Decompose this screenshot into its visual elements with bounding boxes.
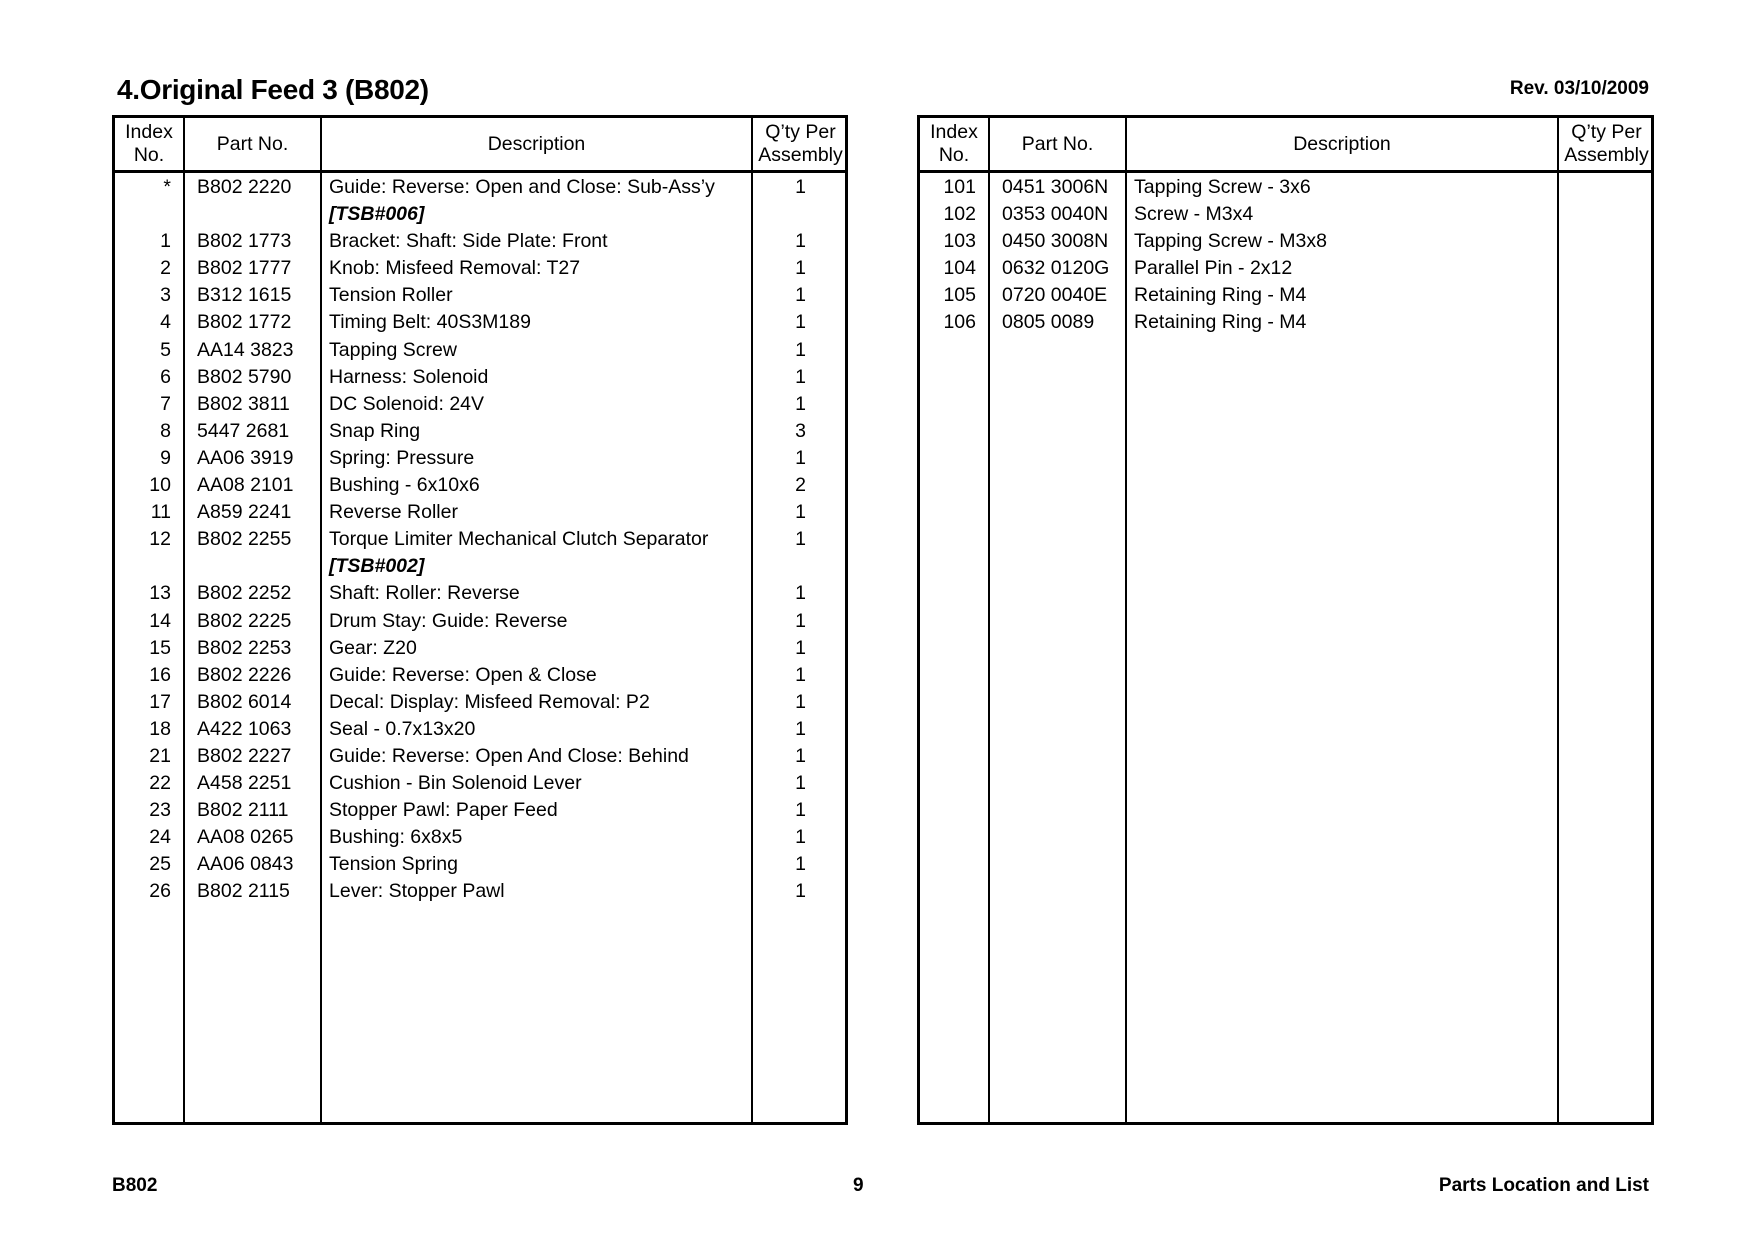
footer-model: B802 [112,1175,158,1196]
index-cell: 7 [160,392,171,415]
qty-cell: 2 [795,474,806,497]
part-number-cell: B802 2115 [197,880,290,903]
index-cell: 22 [149,772,171,795]
part-number-cell: 5447 2681 [197,419,290,442]
part-number-cell: 0720 0040E [1002,284,1108,307]
qty-cell: 1 [795,772,806,795]
header-description: Description [1293,132,1391,155]
table-row [115,337,845,364]
index-cell: 26 [149,880,171,903]
description-cell: Tapping Screw - M3x8 [1134,230,1327,253]
header-divider [115,170,845,173]
part-number-cell: B802 1777 [197,257,292,280]
index-cell: 13 [149,582,171,605]
table-row [115,472,845,499]
table-row [115,743,845,770]
description-cell: Bushing - 6x10x6 [329,474,480,497]
table-row [115,689,845,716]
header-index: Index No. [930,121,978,166]
description-cell: Tension Spring [329,853,458,876]
index-cell: 21 [149,744,171,767]
description-cell: Guide: Reverse: Open And Close: Behind [329,744,689,767]
description-cell: Gear: Z20 [329,636,417,659]
table-row [920,309,1651,336]
table-body-left [115,174,845,906]
header-divider [920,170,1651,173]
part-number-cell: B802 2225 [197,609,292,632]
part-number-cell: B802 1773 [197,230,292,253]
table-row [920,174,1651,201]
table-row [115,716,845,743]
description-cell: Retaining Ring - M4 [1134,311,1307,334]
header-index: Index No. [125,121,173,166]
table-row [115,174,845,201]
description-cell: Tension Roller [329,284,453,307]
qty-cell: 1 [795,528,806,551]
qty-cell: 1 [795,826,806,849]
description-cell: DC Solenoid: 24V [329,392,485,415]
part-number-cell: A859 2241 [197,501,292,524]
table-row [115,635,845,662]
description-cell: Retaining Ring - M4 [1134,284,1307,307]
parts-table-right [917,115,1654,1125]
description-cell: Parallel Pin - 2x12 [1134,257,1293,280]
part-number-cell: AA08 0265 [197,826,294,849]
table-row [115,797,845,824]
part-number-cell: B802 5790 [197,365,292,388]
description-cell: Knob: Misfeed Removal: T27 [329,257,581,280]
index-cell: 11 [150,501,171,524]
description-cell: Spring: Pressure [329,446,475,469]
index-cell: 2 [160,257,171,280]
page-title: 4.Original Feed 3 (B802) [117,74,429,105]
qty-cell: 1 [795,311,806,334]
table-row [115,418,845,445]
qty-cell: 1 [795,744,806,767]
part-number-cell: B312 1615 [197,284,292,307]
description-cell: Torque Limiter Mechanical Clutch Separator [329,528,709,551]
index-cell: 104 [943,257,976,280]
table-row [115,391,845,418]
index-cell: 105 [943,284,976,307]
index-cell: 23 [149,799,171,822]
description-cell: Stopper Pawl: Paper Feed [329,799,558,822]
description-cell: Tapping Screw [329,338,457,361]
table-row [920,228,1651,255]
table-row [115,662,845,689]
part-number-cell: B802 2226 [197,663,292,686]
description-cell: Drum Stay: Guide: Reverse [329,609,568,632]
table-body-right [920,174,1651,337]
header-part-no: Part No. [1021,132,1094,155]
table-row [115,608,845,635]
index-cell: 3 [160,284,171,307]
table-row [920,201,1651,228]
part-number-cell: 0805 0089 [1002,311,1095,334]
description-cell: Reverse Roller [329,501,458,524]
part-number-cell: 0353 0040N [1002,203,1109,226]
table-row [920,255,1651,282]
description-cell: Cushion - Bin Solenoid Lever [329,772,582,795]
index-cell: * [163,176,171,198]
qty-cell: 3 [795,419,806,442]
description-cell: Decal: Display: Misfeed Removal: P2 [329,690,650,713]
header-part-no: Part No. [216,132,289,155]
qty-cell: 1 [795,176,806,198]
qty-cell: 1 [795,446,806,469]
index-cell: 102 [943,203,976,226]
index-cell: 25 [149,853,171,876]
table-row [115,445,845,472]
index-cell: 8 [160,419,171,442]
part-number-cell: 0450 3008N [1002,230,1109,253]
part-number-cell: B802 1772 [197,311,292,334]
table-row [115,309,845,336]
index-cell: 106 [943,311,976,334]
table-row [115,770,845,797]
table-row [115,201,845,228]
part-number-cell: B802 2255 [197,528,292,551]
description-cell: Bracket: Shaft: Side Plate: Front [329,230,608,253]
index-cell: 17 [149,690,171,713]
table-row [115,580,845,607]
qty-cell: 1 [795,501,806,524]
description-cell: Shaft: Roller: Reverse [329,582,520,605]
qty-cell: 1 [795,284,806,307]
part-number-cell: AA14 3823 [197,338,294,361]
table-row [115,228,845,255]
qty-cell: 1 [795,880,806,903]
table-row [115,282,845,309]
table-row [115,499,845,526]
header-description: Description [487,132,586,155]
index-cell: 101 [943,176,976,198]
description-cell: Harness: Solenoid [329,365,489,388]
description-cell: Lever: Stopper Pawl [329,880,505,903]
description-cell: Screw - M3x4 [1134,203,1254,226]
header-qty: Q’ty Per Assembly [1564,121,1649,166]
qty-cell: 1 [795,582,806,605]
description-cell: Tapping Screw - 3x6 [1134,176,1311,198]
index-cell: 18 [149,717,171,740]
part-number-cell: A458 2251 [197,772,292,795]
revision-date: Rev. 03/10/2009 [1509,78,1649,99]
part-number-cell: B802 2227 [197,744,292,767]
part-number-cell: B802 2252 [197,582,292,605]
index-cell: 4 [160,311,171,334]
table-row [115,526,845,553]
header-qty: Q’ty Per Assembly [758,121,843,166]
parts-table-left [112,115,848,1125]
table-row [115,851,845,878]
index-cell: 16 [149,663,171,686]
part-number-cell: AA08 2101 [197,474,294,497]
index-cell: 6 [160,365,171,388]
part-number-cell: B802 3811 [197,392,290,415]
table-row [920,282,1651,309]
qty-cell: 1 [795,230,806,253]
index-cell: 1 [160,230,171,253]
part-number-cell: AA06 0843 [197,853,294,876]
qty-cell: 1 [795,338,806,361]
qty-cell: 1 [795,257,806,280]
part-number-cell: B802 2220 [197,176,292,198]
index-cell: 12 [149,528,171,551]
qty-cell: 1 [795,365,806,388]
index-cell: 9 [160,446,171,469]
index-cell: 15 [149,636,171,659]
qty-cell: 1 [795,636,806,659]
description-cell: Guide: Reverse: Open and Close: Sub-Ass’y [329,176,715,198]
index-cell: 10 [149,474,171,497]
description-cell: Bushing: 6x8x5 [329,826,463,849]
description-cell: Snap Ring [329,419,421,442]
part-number-cell: A422 1063 [197,717,292,740]
part-number-cell: 0451 3006N [1002,176,1109,198]
description-cell: Guide: Reverse: Open & Close [329,663,597,686]
index-cell: 5 [160,338,171,361]
qty-cell: 1 [795,690,806,713]
description-cell: [TSB#006] [329,203,425,226]
qty-cell: 1 [795,663,806,686]
part-number-cell: B802 2111 [197,799,289,822]
index-cell: 24 [149,826,171,849]
description-cell: Seal - 0.7x13x20 [329,717,476,740]
index-cell: 14 [149,609,171,632]
table-row [115,553,845,580]
part-number-cell: B802 2253 [197,636,292,659]
footer-section-title: Parts Location and List [1438,1175,1649,1196]
part-number-cell: B802 6014 [197,690,292,713]
qty-cell: 1 [795,799,806,822]
part-number-cell: AA06 3919 [197,446,294,469]
qty-cell: 1 [795,392,806,415]
table-row [115,824,845,851]
page-number: 9 [853,1175,864,1196]
table-row [115,878,845,905]
table-row [115,255,845,282]
description-cell: [TSB#002] [329,555,425,578]
description-cell: Timing Belt: 40S3M189 [329,311,531,334]
qty-cell: 1 [795,853,806,876]
qty-cell: 1 [795,609,806,632]
part-number-cell: 0632 0120G [1002,257,1110,280]
index-cell: 103 [943,230,976,253]
qty-cell: 1 [795,717,806,740]
table-row [115,364,845,391]
